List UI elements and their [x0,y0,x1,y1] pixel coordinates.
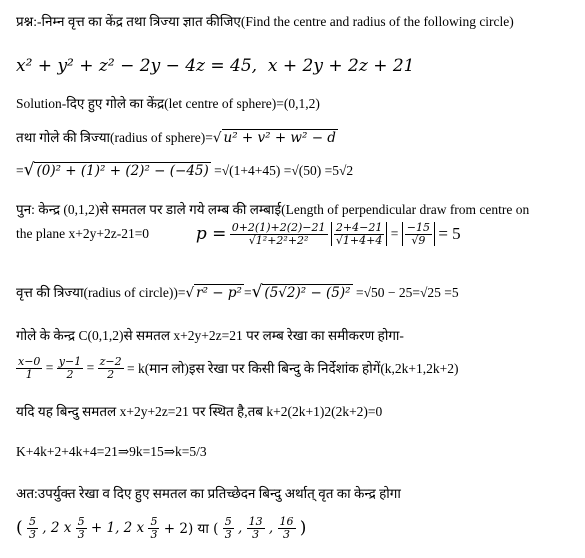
line-equation-label: गोले के केन्द्र C(0,1,2)से समतल x+2y+2z=21 पर लम्ब रेखा का समीकरण होगा- [16,328,404,343]
plane-equation: x + 2y + 2z + 21 [267,56,415,76]
parametric-text: = k(मान लो)इस रेखा पर किसी बिन्दु के निर्देशांक होगें(k,2k+1,2k+2) [127,361,459,377]
substitute-line [16,402,382,420]
substitute-text: यदि यह बिन्दु समतल x+2y+2z=21 पर स्थित है,तब k+2(2k+1)2(2k+2)=0 [16,404,383,419]
sqrt-symbol: √ [23,160,35,180]
frac-z: $\frac{z-2}{2}$ [99,355,122,381]
question-line [16,12,514,30]
frac-x: $\frac{x-0}{1}$ [18,355,41,381]
perp-p: p = [195,224,227,245]
circle-radius-formula: r² − p² [196,285,242,301]
question-english: (Find the centre and radius of the following circle) [240,14,514,29]
k-solution: K+4k+2+4k+4=21⇒9k=15⇒k=5/3 [16,444,207,459]
question-label: प्रश्न:-निम्न वृत्त का केंद्र तथा त्रिज्या ज्ञात कीजिए [16,14,241,29]
perpendicular-line [16,200,529,218]
equation-line [16,56,414,76]
final-answer-end: + 2) या ( [163,521,219,538]
sphere-radius-formula: u² + v² + w² − d [223,130,336,146]
sqrt-symbol: √ [212,130,222,146]
conclusion-line [16,484,401,502]
line-equation-line [16,326,404,344]
final-frac-e: $\frac{13}{3}$ [248,515,263,541]
perpendicular-label: पुन: केन्द्र (0,1,2)से समतल पर डाले गये लम्ब की लम्बाई(Length of perpendicular draw from centre on [16,202,530,217]
solution-line [16,94,320,112]
k-solution-line [16,444,207,460]
perp-result: = 5 [438,224,461,244]
frac-y: $\frac{y-1}{2}$ [58,355,82,381]
perp-fraction-1: $\frac{0+2(1)+2(2)-21}{\text{√1²+2²+2²}}$ [231,221,326,247]
sphere-radius-label: तथा गोले की त्रिज्या(radius of sphere)= [16,130,213,145]
circle-radius-label: वृत्त की त्रिज्या(radius of circle))= [16,285,186,300]
radius-calc-root: (0)² + (1)² + (2)² − (−45) [36,163,209,179]
parametric-line: $\frac{x-0}{1}$ = $\frac{y-1}{2}$ = $\frac{z-2}{2}$ = k(मान लो)इस रेखा पर किसी बिन्दु के निर्देशांक होगें(k,2k+1,2k+2) [18,355,459,381]
solution-text: Solution-दिए हुए गोले का केंद्र(let centre of sphere)=(0,1,2) [16,96,320,111]
perp-abs-1: $\frac{2+4-21}{√1+4+4}$ [331,222,387,246]
circle-radius-calc: (5√2)² − (5)² [264,285,351,301]
perpendicular-plane: the plane x+2y+2z-21=0 [16,226,150,242]
final-frac-b: $\frac{5}{3}$ [77,515,85,541]
final-frac-a: $\frac{5}{3}$ [28,515,36,541]
conclusion-text: अत:उपर्युक्त रेखा व दिए हुए समतल का प्रतिच्छेदन बिन्दु अर्थात् वृत का केन्द्र होगा [16,486,401,501]
circle-radius-line: वृत्त की त्रिज्या(radius of circle))=√ r² − p² =√ (5√2)² − (5)² =√50 − 25=√25 =5 [16,282,459,302]
sqrt-symbol: √ [251,282,263,302]
final-frac-c: $\frac{5}{3}$ [150,515,158,541]
sqrt-symbol: √ [185,285,195,301]
perpendicular-calc-line: the plane x+2y+2z-21=0 p = $\frac{0+2(1)+2(2)-21}{\text{√1²+2²+2²}}$ $\frac{2+4-21}{√1+4+4}$ = $\frac{-15}{√9}$ = 5 [16,221,461,247]
radius-calc-line: =√ (0)² + (1)² + (2)² − (−45) =√(1+4+45) =√(50) =5√2 [16,160,354,180]
circle-radius-result: =√50 − 25=√25 =5 [355,285,459,300]
radius-calc-rest: =√(1+4+45) =√(50) =5√2 [214,163,354,178]
sphere-equation: x² + y² + z² − 2y − 4z = 45, [16,56,258,76]
final-frac-f: $\frac{16}{3}$ [279,515,294,541]
final-answer-line: ( $\frac{5}{3}$ , 2 x $\frac{5}{3}$ + 1, 2 x $\frac{5}{3}$ + 2) या ( $\frac{5}{3}$ , $\frac{13}{3}$ , $\frac{16}{3}$ ) [16,515,307,541]
final-frac-d: $\frac{5}{3}$ [224,515,232,541]
sphere-radius-line [16,128,338,146]
perp-abs-2: $\frac{-15}{√9}$ [402,222,435,246]
